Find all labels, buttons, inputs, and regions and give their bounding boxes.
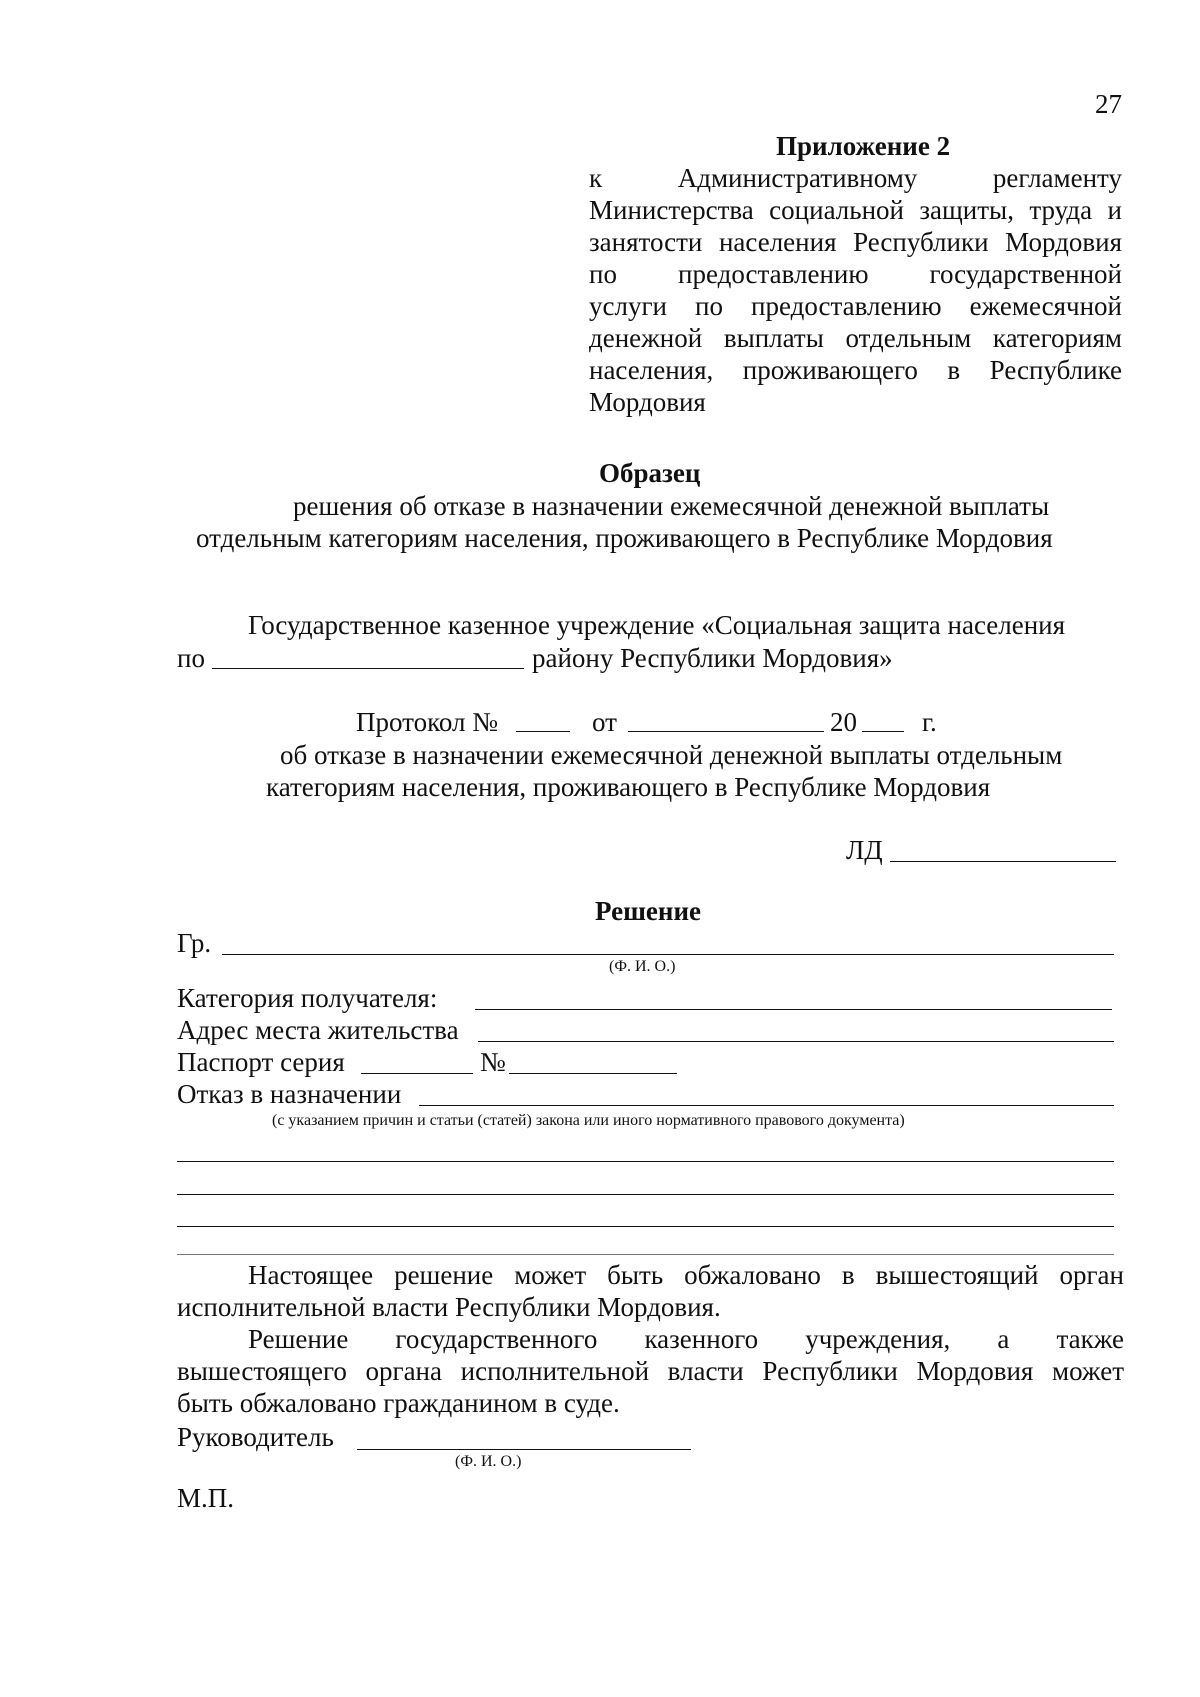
refusal-reason-line[interactable] [177,1226,1114,1227]
category-label: Категория получателя: [177,983,438,1013]
passport-number-label: № [480,1047,506,1077]
appeal-p2-line1: Решение государственного казенного учреждения, а также [248,1324,1124,1354]
refusal-hint: (с указанием причин и статьи (статей) закона или иного нормативного правового документа) [272,1112,905,1129]
refusal-reason-line[interactable] [177,1194,1114,1195]
sample-subtitle-line1: решения об отказе в назначении ежемесячной денежной выплаты [293,491,1050,521]
annex-line: к Административному регламенту [589,163,1122,193]
protocol-label: Протокол № [356,707,498,737]
appeal-p2-line3: быть обжаловано гражданином в суде. [177,1388,620,1418]
citizen-label: Гр. [177,928,212,958]
district-blank[interactable] [212,668,524,669]
head-label: Руководитель [177,1422,334,1452]
citizen-fio-hint: (Ф. И. О.) [609,958,676,975]
page-number: 27 [1095,89,1122,119]
institution-line1: Государственное казенное учреждение «Социальная защита населения [248,610,1066,640]
passport-series-blank[interactable] [361,1073,473,1074]
appeal-p1-line1: Настоящее решение может быть обжаловано в вышестоящий орган [248,1260,1124,1290]
protocol-number-blank[interactable] [516,731,570,732]
appeal-p2-line2: вышестоящего органа исполнительной власти Республики Мордовия может [177,1356,1124,1386]
annex-line: денежной выплаты отдельным категориям [589,323,1122,353]
ld-blank[interactable] [890,861,1116,862]
refusal-reason-line[interactable] [177,1254,1114,1255]
address-label: Адрес места жительства [177,1015,459,1045]
protocol-line3: категориям населения, проживающего в Республике Мордовия [266,772,991,802]
seal-label: М.П. [177,1483,235,1513]
annex-line: занятости населения Республики Мордовия [589,227,1122,257]
sample-title: Образец [599,458,701,488]
refusal-label: Отказ в назначении [177,1079,402,1109]
decision-title: Решение [595,896,701,926]
institution-prefix: по [177,643,205,673]
protocol-from: от [592,707,617,737]
protocol-year-blank[interactable] [862,731,904,732]
annex-line: услуги по предоставлению ежемесячной [589,291,1122,321]
appeal-p1-line2: исполнительной власти Республики Мордовия. [177,1292,721,1322]
annex-line: по предоставлению государственной [589,259,1122,289]
refusal-reason-line[interactable] [177,1161,1114,1162]
protocol-year-suffix: г. [922,707,937,737]
citizen-fio-blank[interactable] [222,954,1114,955]
category-blank[interactable] [475,1009,1112,1010]
refusal-blank[interactable] [419,1105,1114,1106]
protocol-line2: об отказе в назначении ежемесячной денежной выплаты отдельным [280,740,1063,770]
passport-label: Паспорт серия [177,1047,345,1077]
annex-line: населения, проживающего в Республике [589,355,1122,385]
annex-title: Приложение 2 [776,131,951,161]
annex-line: Министерства социальной защиты, труда и [589,195,1122,225]
sample-subtitle-line2: отдельным категориям населения, проживающего в Республике Мордовия [196,523,1053,553]
ld-label: ЛД [846,835,883,865]
address-blank[interactable] [478,1041,1114,1042]
head-fio-hint: (Ф. И. О.) [455,1453,522,1470]
annex-line: Мордовия [589,387,706,417]
annex-text [589,162,1122,418]
protocol-date-blank[interactable] [628,731,824,732]
protocol-year: 20 [830,707,857,737]
institution-suffix: району Республики Мордовия» [532,643,893,673]
passport-number-blank[interactable] [509,1073,677,1074]
head-signature-blank[interactable] [357,1449,691,1450]
